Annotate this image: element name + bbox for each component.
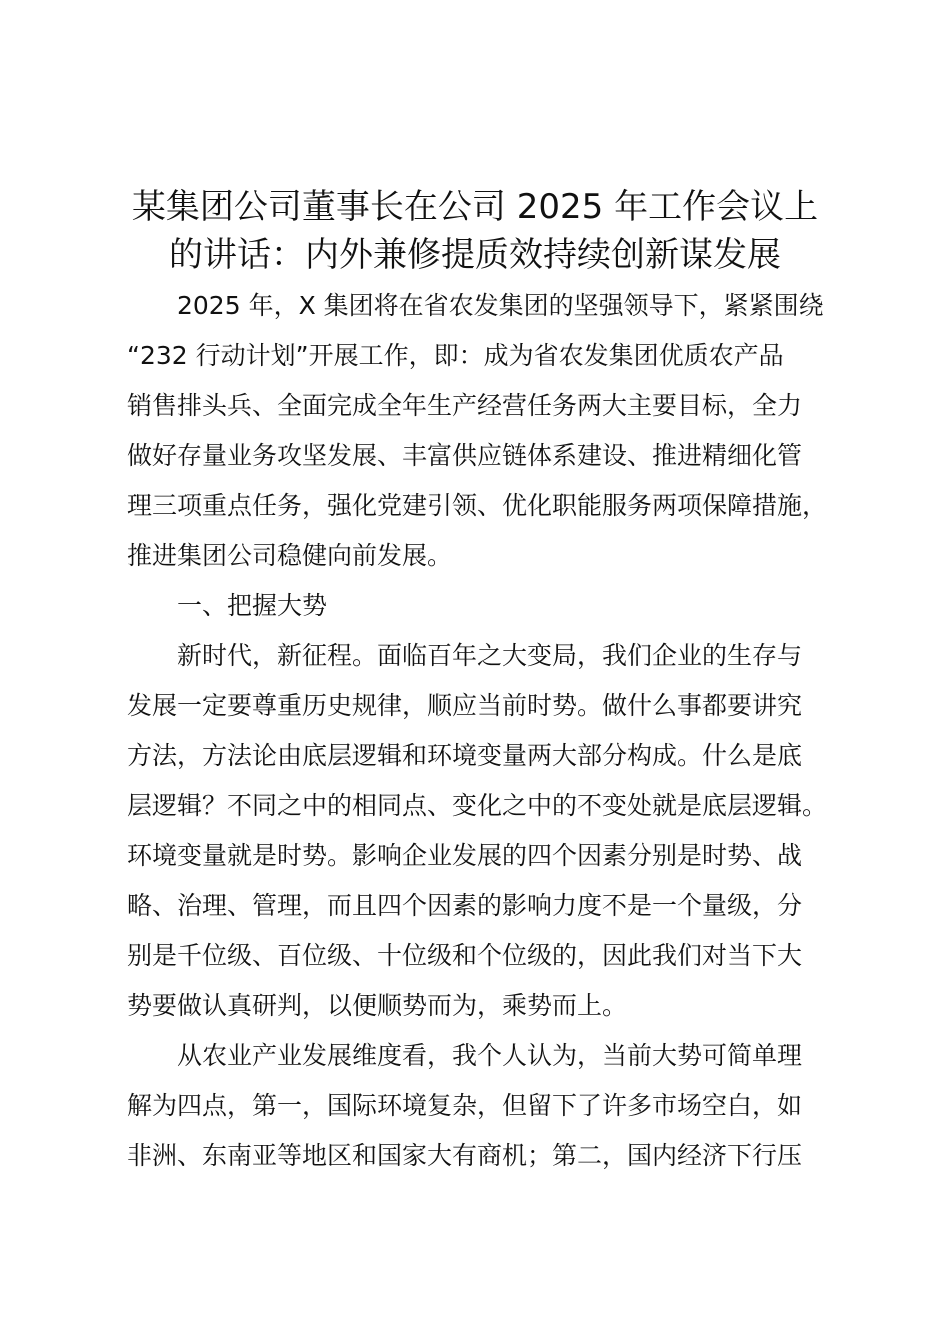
document-title-line-2: 的讲话：内外兼修提质效持续创新谋发展 [169,235,781,275]
paragraph-2-line-8: 势要做认真研判，以便顺势而为，乘势而上。 [127,991,628,1020]
paragraph-1-line-5: 理三项重点任务，强化党建引领、优化职能服务两项保障措施， [127,491,828,520]
paragraph-2-line-1: 新时代，新征程。面临百年之大变局，我们企业的生存与 [177,641,803,670]
section-heading: 一、把握大势 [177,591,328,620]
paragraph-3-line-2: 解为四点，第一，国际环境复杂，但留下了许多市场空白，如 [127,1091,803,1120]
paragraph-1-line-2: “232 行动计划”开展工作，即：成为省农发集团优质农产品 [127,341,784,370]
paragraph-2-line-3: 方法，方法论由底层逻辑和环境变量两大部分构成。什么是底 [127,741,803,770]
paragraph-2-line-2: 发展一定要尊重历史规律，顺应当前时势。做什么事都要讲究 [127,691,803,720]
paragraph-3-line-1: 从农业产业发展维度看，我个人认为，当前大势可简单理 [177,1041,803,1070]
paragraph-1-line-1: 2025 年，X 集团将在省农发集团的坚强领导下，紧紧围绕 [177,291,824,320]
paragraph-1-line-4: 做好存量业务攻坚发展、丰富供应链体系建设、推进精细化管 [127,441,803,470]
paragraph-2-line-7: 别是千位级、百位级、十位级和个位级的，因此我们对当下大 [127,941,803,970]
paragraph-1-line-3: 销售排头兵、全面完成全年生产经营任务两大主要目标，全力 [127,391,803,420]
paragraph-2-line-5: 环境变量就是时势。影响企业发展的四个因素分别是时势、战 [127,841,803,870]
paragraph-2-line-4: 层逻辑？不同之中的相同点、变化之中的不变处就是底层逻辑。 [127,791,828,820]
paragraph-3-line-3: 非洲、东南亚等地区和国家大有商机；第二，国内经济下行压 [127,1141,803,1170]
paragraph-1-line-6: 推进集团公司稳健向前发展。 [127,541,453,570]
paragraph-2-line-6: 略、治理、管理，而且四个因素的影响力度不是一个量级，分 [127,891,803,920]
document-title-line-1: 某集团公司董事长在公司 2025 年工作会议上 [131,187,819,227]
